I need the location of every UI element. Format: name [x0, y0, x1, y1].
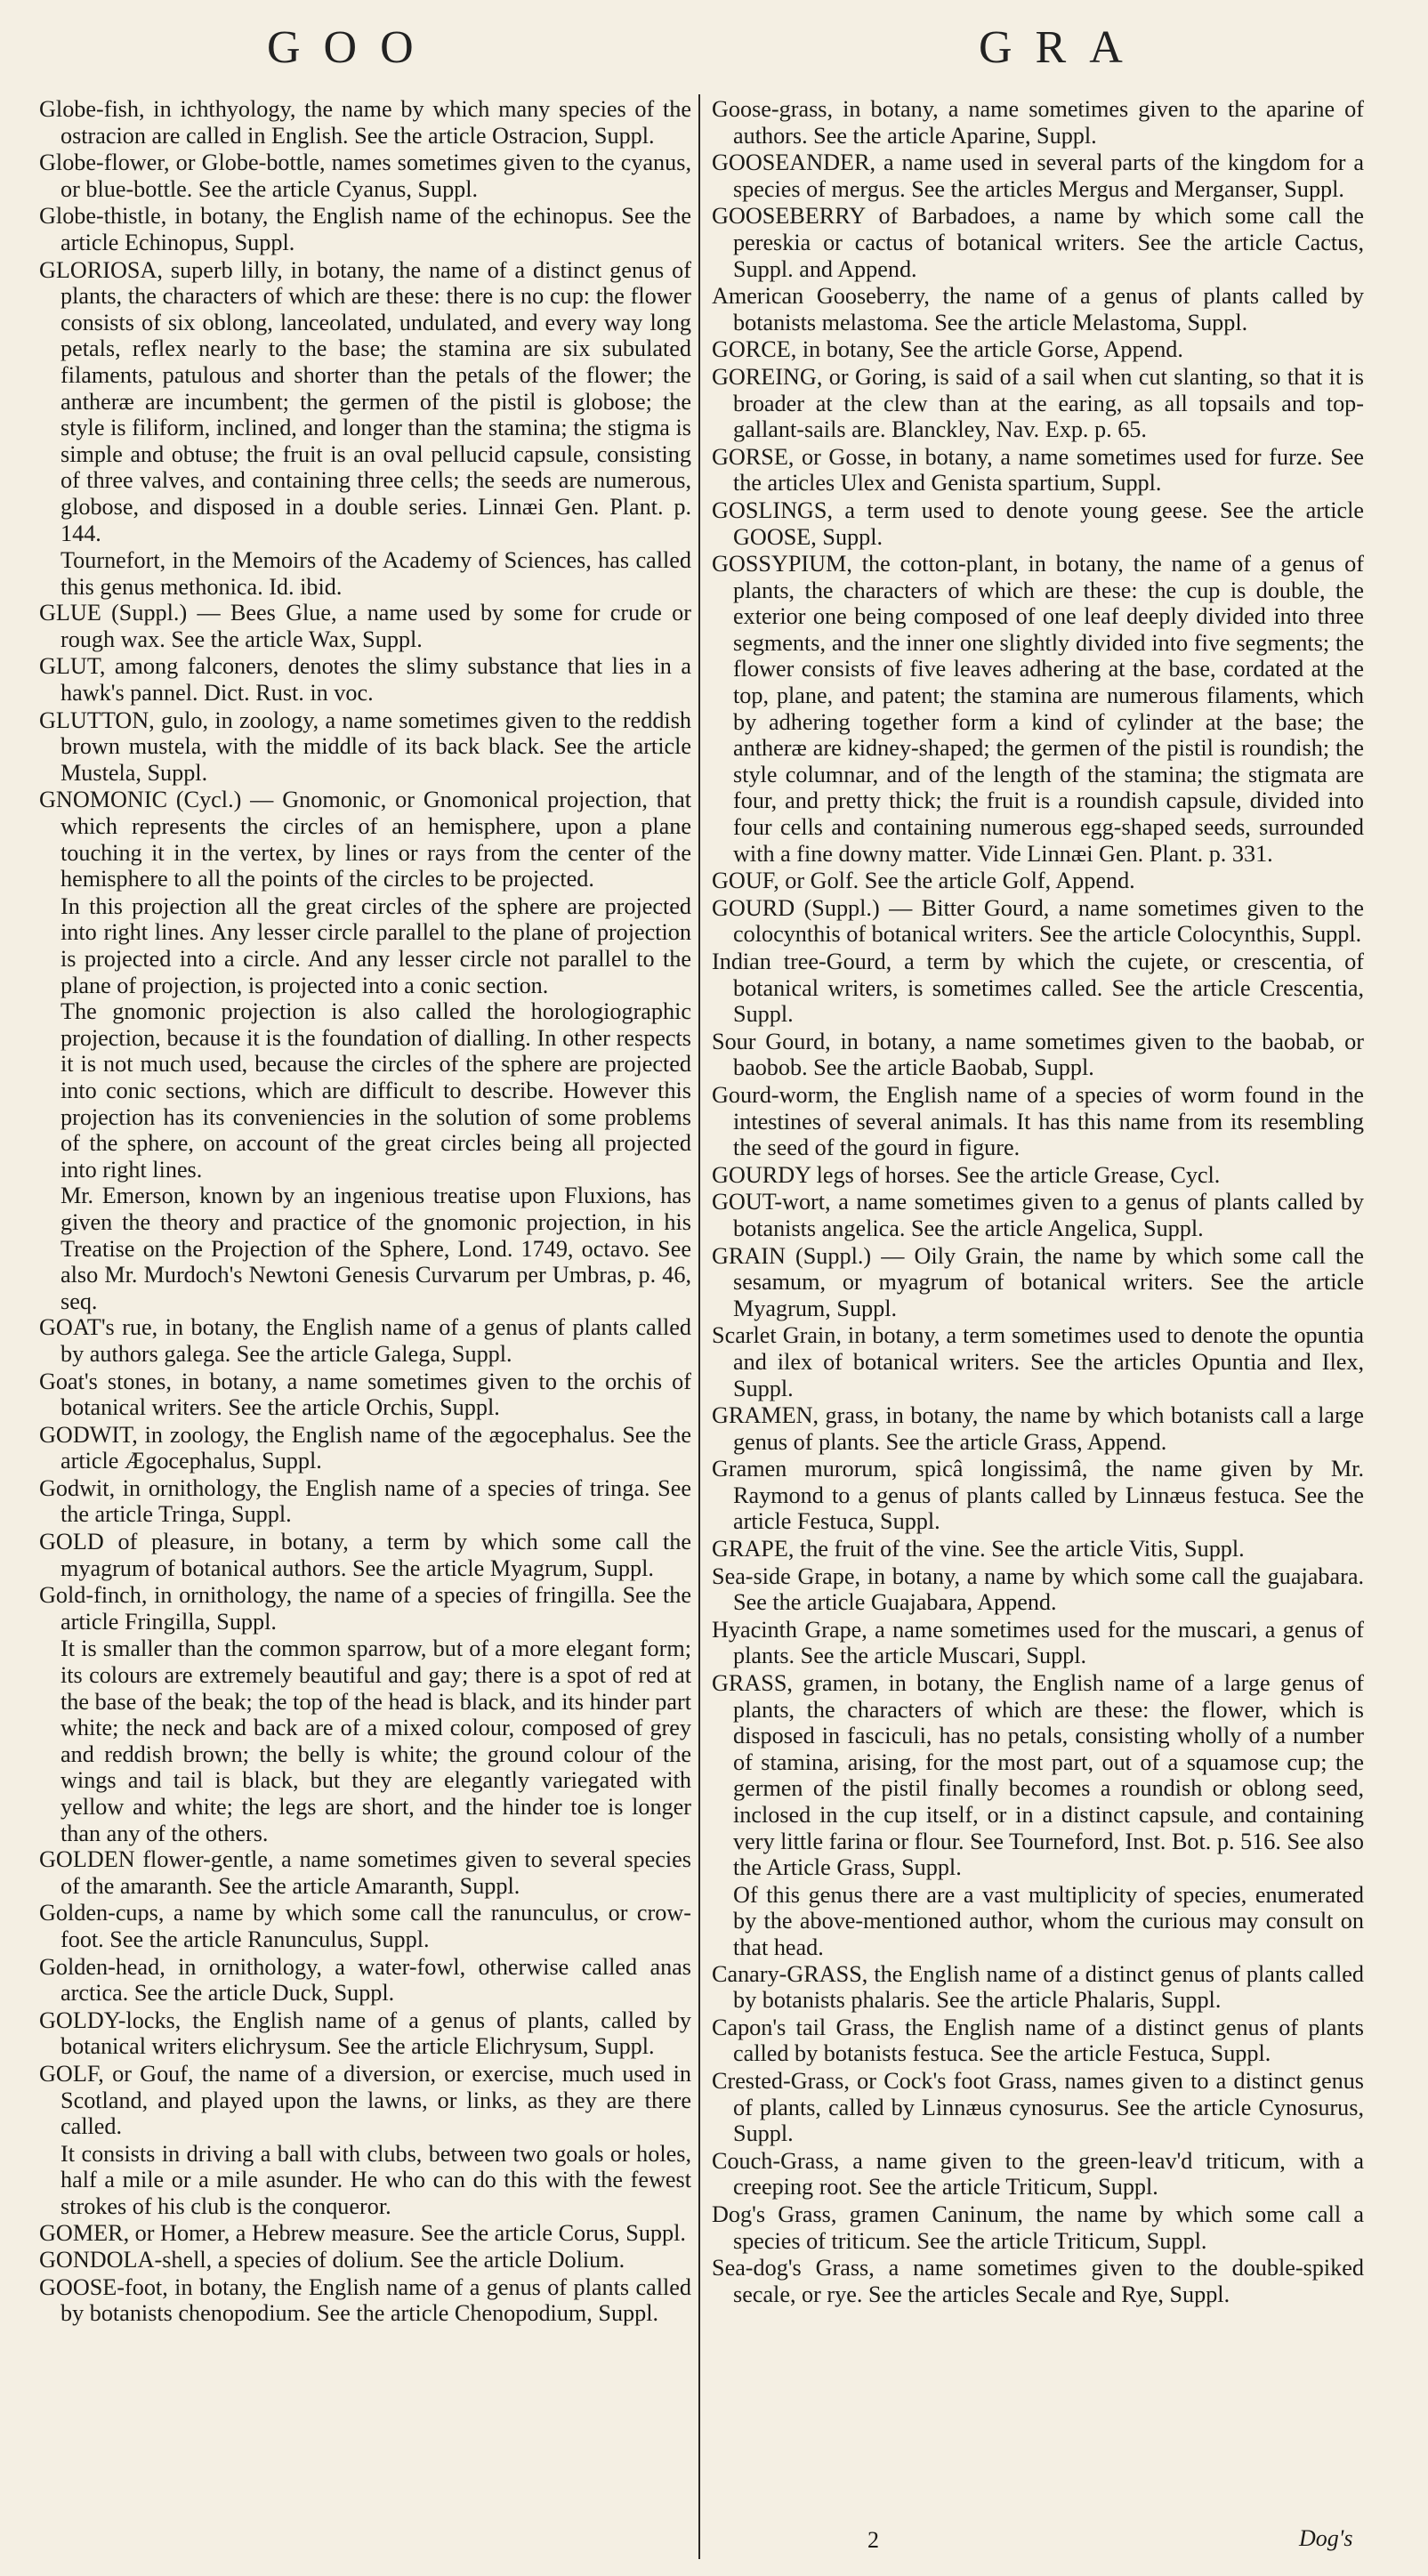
dictionary-entry: Crested-Grass, or Cock's foot Grass, names given to a distinct genus of plants, called by Linnæus cynosurus. See the article Cynosurus, Suppl. [712, 2067, 1364, 2147]
dictionary-entry: Hyacinth Grape, a name sometimes used for the muscari, a genus of plants. See the article Muscari, Suppl. [712, 1616, 1364, 1669]
dictionary-entry: Couch-Grass, a name given to the green-leav'd triticum, with a creeping root. See the article Triticum, Suppl. [712, 2147, 1364, 2201]
dictionary-entry: Capon's tail Grass, the English name of a distinct genus of plants called by botanists festuca. See the article Festuca, Suppl. [712, 2014, 1364, 2067]
dictionary-entry: GODWIT, in zoology, the English name of the ægocephalus. See the article Ægocephalus, Suppl. [39, 1421, 691, 1474]
dictionary-entry: Globe-flower, or Globe-bottle, names sometimes given to the cyanus, or blue-bottle. See the article Cyanus, Suppl. [39, 149, 691, 202]
dictionary-entry: GLUT, among falconers, denotes the slimy substance that lies in a hawk's pannel. Dict. Rust. in voc. [39, 653, 691, 707]
paragraph: Tournefort, in the Memoirs of the Academy of Sciences, has called this genus methonica. Id. ibid. [61, 547, 691, 600]
page-number: 2 [867, 2527, 879, 2553]
right-column [712, 96, 1364, 2512]
dictionary-entry: GOLDY-locks, the English name of a genus of plants, called by botanical writers elichrysum. See the article Elichrysum, Suppl. [39, 2007, 691, 2060]
paragraph: It consists in driving a ball with clubs, between two goals or holes, half a mile or a mile asunder. He who can do this with the fewest strokes of his club is the conqueror. [61, 2140, 691, 2219]
running-head-left: GOO [267, 22, 437, 73]
dictionary-entry: GOUT-wort, a name sometimes given to a genus of plants called by botanists angelica. See the article Angelica, Suppl. [712, 1189, 1364, 1241]
dictionary-entry: GLORIOSA, superb lilly, in botany, the name of a distinct genus of plants, the characters of which are these: there is no cup: the flower consists of six oblong, lanceolated, undulated, and every way long petals, reflex nearly to the base; the stamina are six subulated filaments, patulous and shorter than the petals of the flower; the antheræ are incumbent; the germen of the pistil is globose; the style is filiform, inclined, and longer than the stamina; the stigma is simple and obtuse; the fruit is an oval pellucid capsule, consisting of three valves, and containing three cells; the seeds are numerous, globose, and disposed in a double series. Linnæi Gen. Plant. p. 144. [39, 256, 691, 546]
dictionary-entry: Sea-dog's Grass, a name sometimes given to the double-spiked secale, or rye. See the articles Secale and Rye, Suppl. [712, 2255, 1364, 2307]
catchword: Dog's [1299, 2525, 1353, 2551]
dictionary-entry: GOLDEN flower-gentle, a name sometimes given to several species of the amaranth. See the article Amaranth, Suppl. [39, 1846, 691, 1899]
dictionary-entry: GRAPE, the fruit of the vine. See the article Vitis, Suppl. [712, 1536, 1245, 1563]
dictionary-entry: GORCE, in botany, See the article Gorse, Append. [712, 336, 1183, 363]
dictionary-entry: Gourd-worm, the English name of a species of worm found in the intestines of several animals. It has this name from its resembling the seed of the gourd in figure. [712, 1081, 1364, 1161]
dictionary-entry: Golden-cups, a name by which some call the ranunculus, or crow-foot. See the article Ranunculus, Suppl. [39, 1900, 691, 1952]
dictionary-entry: GOUF, or Golf. See the article Golf, Append. [712, 868, 1135, 894]
paragraph: The gnomonic projection is also called the horologiographic projection, because it is the foundation of dialling. In other respects it is not much used, because the circles of the sphere are projected into conic sections, which are difficult to describe. However this projection has its conveniencies in the solution of some problems of the sphere, on account of the great circles being all projected into right lines. [61, 998, 691, 1183]
dictionary-entry: GRAIN (Suppl.) — Oily Grain, the name by which some call the sesamum, or myagrum of botanical writers. See the article Myagrum, Suppl. [712, 1242, 1364, 1321]
paragraph: It is smaller than the common sparrow, but of a more elegant form; its colours are extremely beautiful and gay; there is a spot of red at the base of the beak; the top of the head is black, and its hinder part white; the neck and back are of a mixed colour, composed of grey and reddish brown; the belly is white; the ground colour of the wings and tail is black, but they are elegantly variegated with yellow and white; the legs are short, and the hinder toe is longer than any of the others. [61, 1635, 691, 1846]
dictionary-entry: Goat's stones, in botany, a name sometimes given to the orchis of botanical writers. See the article Orchis, Suppl. [39, 1368, 691, 1421]
dictionary-entry: GOAT's rue, in botany, the English name of a genus of plants called by authors galega. See the article Galega, Suppl. [39, 1314, 691, 1367]
paragraph: In this projection all the great circles of the sphere are projected into right lines. Any lesser circle parallel to the plane of projection is projected into a circle. And any lesser circle not parallel to the plane of projection, is projected into a conic section. [61, 892, 691, 998]
dictionary-entry: Globe-thistle, in botany, the English name of the echinopus. See the article Echinopus, Suppl. [39, 203, 691, 255]
dictionary-entry: GOREING, or Goring, is said of a sail when cut slanting, so that it is broader at the clew than at the earing, as all topsails and top-gallant-sails are. Blanckley, Nav. Exp. p. 65. [712, 363, 1364, 443]
dictionary-entry: Goose-grass, in botany, a name sometimes given to the aparine of authors. See the article Aparine, Suppl. [712, 96, 1364, 149]
dictionary-entry: GLUTTON, gulo, in zoology, a name sometimes given to the reddish brown mustela, with the middle of its back black. See the article Mustela, Suppl. [39, 707, 691, 786]
left-column [39, 96, 691, 2512]
dictionary-entry: Sea-side Grape, in botany, a name by which some call the guajabara. See the article Guajabara, Append. [712, 1563, 1364, 1616]
dictionary-entry: Scarlet Grain, in botany, a term sometimes used to denote the opuntia and ilex of botanical writers. See the articles Opuntia and Ilex, Suppl. [712, 1322, 1364, 1401]
column-rule [698, 94, 700, 2559]
dictionary-entry: GOOSEBERRY of Barbadoes, a name by which some call the pereskia or cactus of botanical writers. See the article Cactus, Suppl. and Append. [712, 203, 1364, 282]
dictionary-entry: Dog's Grass, gramen Caninum, the name by which some call a species of triticum. See the article Triticum, Suppl. [712, 2201, 1364, 2254]
dictionary-entry: Gold-finch, in ornithology, the name of a species of fringilla. See the article Fringilla, Suppl. [39, 1582, 691, 1635]
dictionary-entry: GONDOLA-shell, a species of dolium. See the article Dolium. [39, 2247, 625, 2273]
dictionary-entry: Canary-GRASS, the English name of a distinct genus of plants called by botanists phalaris. See the article Phalaris, Suppl. [712, 1960, 1364, 2014]
dictionary-entry: Sour Gourd, in botany, a name sometimes given to the baobab, or baobob. See the article Baobab, Suppl. [712, 1028, 1364, 1081]
paragraph: Mr. Emerson, known by an ingenious treatise upon Fluxions, has given the theory and practice of the gnomonic projection, in his Treatise on the Projection of the Sphere, Lond. 1749, octavo. See also Mr. Murdoch's Newtoni Genesis Curvarum per Umbras, p. 46, seq. [61, 1183, 691, 1314]
dictionary-entry: GOMER, or Homer, a Hebrew measure. See the article Corus, Suppl. [39, 2219, 686, 2246]
dictionary-entry: GOLF, or Gouf, the name of a diversion, or exercise, much used in Scotland, and played upon the lawns, or links, as they are there called. [39, 2060, 691, 2140]
dictionary-entry: GNOMONIC (Cycl.) — Gnomonic, or Gnomonical projection, that which represents the circles of an hemisphere, upon a plane touching it in the vertex, by lines or rays from the center of the hemisphere to all the points of the circles to be projected. [39, 787, 691, 892]
dictionary-entry: GOSLINGS, a term used to denote young geese. See the article GOOSE, Suppl. [712, 497, 1364, 550]
dictionary-entry: GOOSEANDER, a name used in several parts of the kingdom for a species of mergus. See the articles Mergus and Merganser, Suppl. [712, 149, 1364, 202]
dictionary-entry: Globe-fish, in ichthyology, the name by which many species of the ostracion are called in English. See the article Ostracion, Suppl. [39, 96, 691, 149]
dictionary-entry: American Gooseberry, the name of a genus of plants called by botanists melastoma. See the article Melastoma, Suppl. [712, 283, 1364, 335]
dictionary-entry: Gramen murorum, spicâ longissimâ, the name given by Mr. Raymond to a genus of plants called by Linnæus festuca. See the article Festuca, Suppl. [712, 1456, 1364, 1535]
dictionary-entry: GRASS, gramen, in botany, the English name of a large genus of plants, the characters of which are these: the flower, which is disposed in fasciculi, has no petals, consisting wholly of a number of stamina, arising, for the most part, out of a squamose cup; the germen of the pistil finally becomes a roundish or oblong seed, inclosed in the cup itself, or in a distinct capsule, and containing very little farina or flour. See Tourneford, Inst. Bot. p. 516. See also the Article Grass, Suppl. [712, 1670, 1364, 1881]
dictionary-entry: GOLD of pleasure, in botany, a term by which some call the myagrum of botanical authors. See the article Myagrum, Suppl. [39, 1529, 691, 1581]
dictionary-entry: GRAMEN, grass, in botany, the name by which botanists call a large genus of plants. See the article Grass, Append. [712, 1402, 1364, 1455]
paragraph: Of this genus there are a vast multiplicity of species, enumerated by the above-mentioned author, whom the curious may consult on that head. [733, 1881, 1364, 1960]
dictionary-entry: Golden-head, in ornithology, a water-fowl, otherwise called anas arctica. See the article Duck, Suppl. [39, 1953, 691, 2007]
dictionary-entry: Indian tree-Gourd, a term by which the cujete, or crescentia, of botanical writers, is sometimes called. See the article Crescentia, Suppl. [712, 949, 1364, 1028]
dictionary-entry: GOURDY legs of horses. See the article Grease, Cycl. [712, 1161, 1221, 1188]
dictionary-entry: Godwit, in ornithology, the English name of a species of tringa. See the article Tringa, Suppl. [39, 1474, 691, 1528]
running-head-right: GRA [979, 22, 1146, 73]
dictionary-entry: GORSE, or Gosse, in botany, a name sometimes used for furze. See the articles Ulex and Genista spartium, Suppl. [712, 443, 1364, 497]
dictionary-entry: GOURD (Suppl.) — Bitter Gourd, a name sometimes given to the colocynthis of botanical writers. See the article Colocynthis, Suppl. [712, 894, 1364, 948]
dictionary-entry: GLUE (Suppl.) — Bees Glue, a name used by some for crude or rough wax. See the article Wax, Suppl. [39, 600, 691, 652]
dictionary-entry: GOOSE-foot, in botany, the English name of a genus of plants called by botanists chenopodium. See the article Chenopodium, Suppl. [39, 2273, 691, 2327]
dictionary-entry: GOSSYPIUM, the cotton-plant, in botany, the name of a genus of plants, the characters of which are these: the cup is double, the exterior one being composed of one leaf deeply divided into three segments, and the inner one slightly divided into five segments; the flower consists of five leaves adhering at the base, cordated at the top, plane, and patent; the stamina are numerous filaments, which by adhering together form a kind of cylinder at the base; the antheræ are kidney-shaped; the germen of the pistil is roundish; the style columnar, and of the length of the stamina; the stigmata are four, and pretty thick; the fruit is a roundish capsule, divided into four cells and containing numerous egg-shaped seeds, surrounded with a fine downy matter. Vide Linnæi Gen. Plant. p. 331. [712, 551, 1364, 867]
